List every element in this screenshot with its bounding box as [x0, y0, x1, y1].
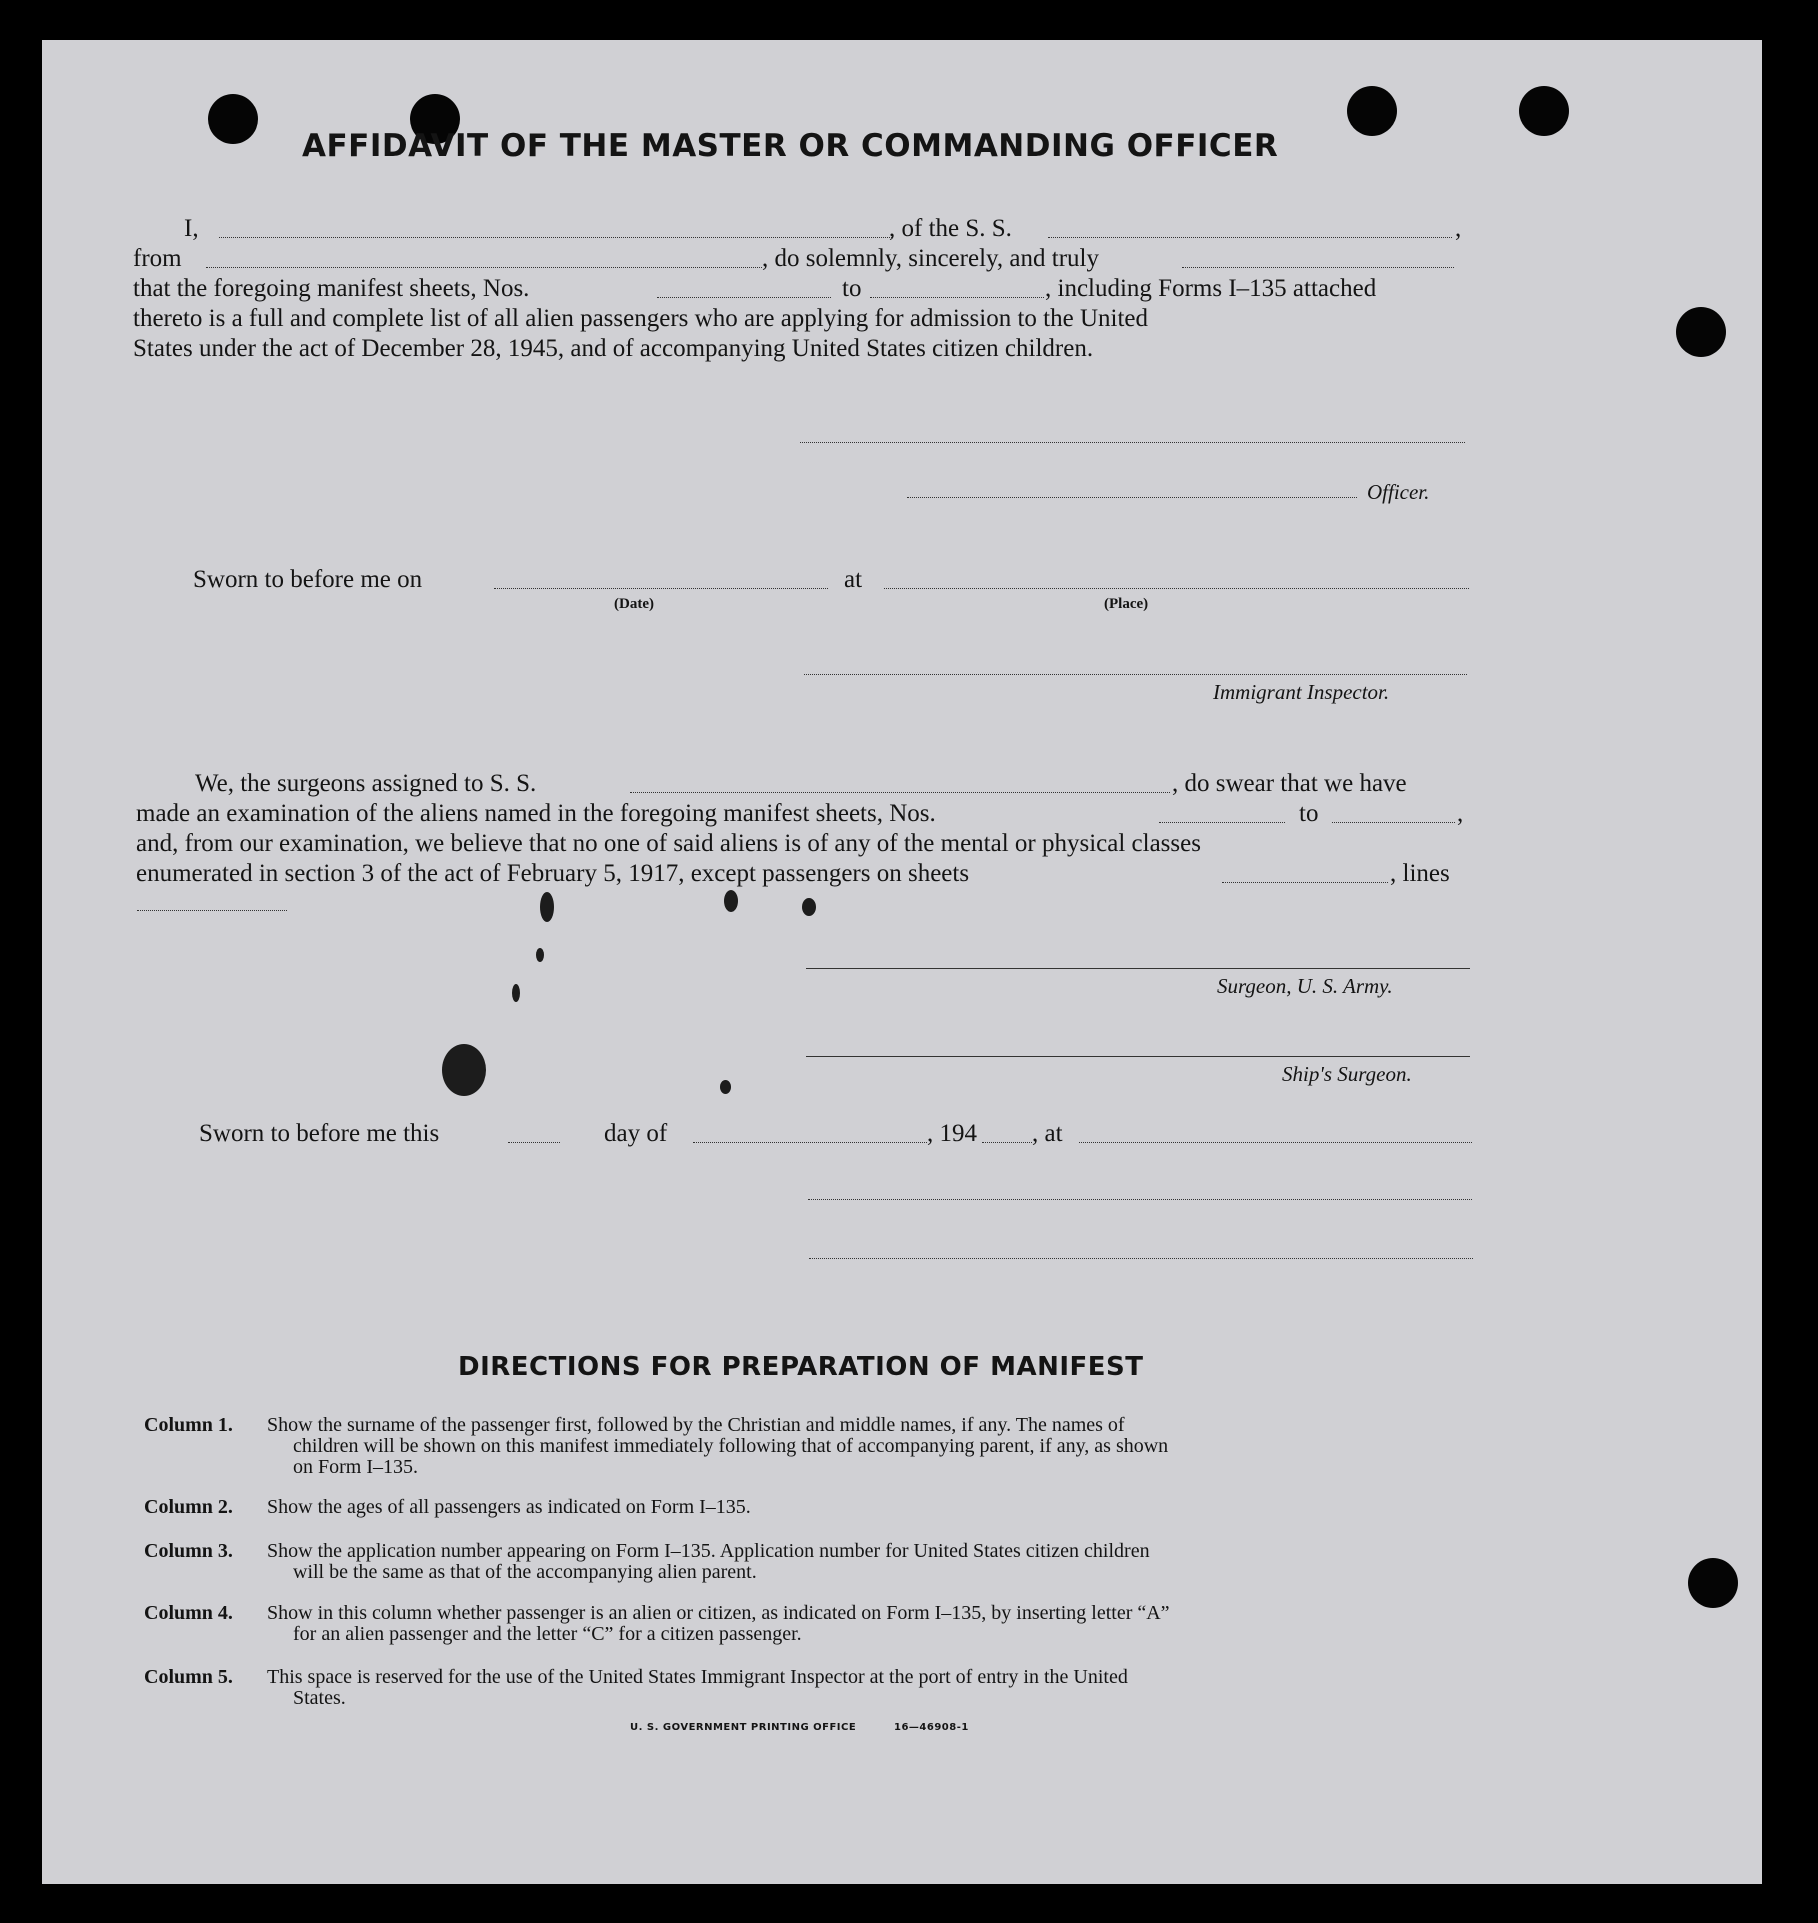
directions-title: DIRECTIONS FOR PREPARATION OF MANIFEST [458, 1352, 1144, 1382]
master-name-field[interactable] [219, 237, 892, 238]
affidavit-solemnly: , do solemnly, sincerely, and truly [762, 245, 1099, 272]
affidavit-i: I, [184, 215, 199, 242]
ink-stain [442, 1044, 486, 1096]
sheet-from-field[interactable] [657, 297, 831, 298]
punch-hole [1688, 1558, 1738, 1608]
printer-imprint: U. S. GOVERNMENT PRINTING OFFICE [630, 1722, 857, 1733]
ink-stain [536, 948, 544, 962]
sworn-master-text: Sworn to before me on [193, 566, 423, 593]
ink-stain [512, 984, 520, 1002]
surgeons-line-4b: , lines [1390, 860, 1450, 887]
column-1-text: Show the surname of the passenger first, followed by the Christian and middle names, if any. The names of children will be shown on this manifest immediately following that of accompanying parent, if any, as shown on Form I–135. [267, 1414, 1169, 1478]
column-1-name: Column 1. [144, 1414, 233, 1436]
punch-hole [1676, 307, 1726, 357]
army-surgeon-label: Surgeon, U. S. Army. [1217, 974, 1393, 998]
sheet-to-field[interactable] [870, 297, 1044, 298]
surgeons-sheet-from-field[interactable] [1159, 822, 1285, 823]
officer-title-line[interactable] [907, 497, 1357, 498]
date-label: (Date) [614, 596, 654, 612]
affidavit-that: that the foregoing manifest sheets, Nos. [133, 275, 530, 302]
punch-hole [1519, 86, 1569, 136]
surgeons-line-3: and, from our examination, we believe that no one of said aliens is of any of the mental or physical classes [136, 830, 1201, 857]
surgeons-line-1a: We, the surgeons assigned to S. S. [195, 770, 537, 797]
sworn-title-line[interactable] [809, 1258, 1473, 1259]
affidavit-including: , including Forms I–135 attached [1045, 275, 1377, 302]
column-3-name: Column 3. [144, 1540, 233, 1562]
punch-hole [1347, 86, 1397, 136]
surgeons-sheet-to-field[interactable] [1332, 822, 1455, 823]
ship-surgeon-label: Ship's Surgeon. [1282, 1062, 1412, 1086]
column-4-name: Column 4. [144, 1602, 233, 1624]
ink-stain [724, 890, 738, 912]
form-page [42, 40, 1762, 1884]
affidavit-to: to [842, 275, 862, 302]
from-port-field[interactable] [206, 267, 762, 268]
column-5-name: Column 5. [144, 1666, 233, 1688]
ink-stain [540, 892, 554, 922]
surgeons-line-2c: , [1457, 800, 1464, 827]
sworn-surgeons-text: Sworn to before me this [199, 1120, 440, 1147]
sworn-place-field[interactable] [884, 588, 1469, 589]
immigrant-inspector-label: Immigrant Inspector. [1213, 680, 1390, 704]
surgeons-line-1b: , do swear that we have [1172, 770, 1407, 797]
column-2-text: Show the ages of all passengers as indicated on Form I–135. [267, 1496, 751, 1518]
ink-stain [720, 1080, 731, 1094]
sworn-day-field[interactable] [508, 1142, 560, 1143]
sworn-year-field[interactable] [982, 1142, 1032, 1143]
surgeons-line-2b: to [1299, 800, 1319, 827]
surgeons-ship-field[interactable] [630, 792, 1170, 793]
sworn-date-field[interactable] [494, 588, 828, 589]
sworn-at: at [844, 566, 863, 593]
sworn-surgeons-at: , at [1032, 1120, 1063, 1147]
affidavit-line-4: thereto is a full and complete list of all alien passengers who are applying for admission to the United [133, 305, 1149, 332]
except-lines-field[interactable] [137, 910, 287, 911]
page-title: AFFIDAVIT OF THE MASTER OR COMMANDING OFFICER [302, 128, 1279, 164]
punch-hole [208, 94, 258, 144]
except-sheets-field[interactable] [1222, 882, 1388, 883]
surgeons-line-4a: enumerated in section 3 of the act of February 5, 1917, except passengers on sheets [136, 860, 970, 887]
inspector-signature-line[interactable] [804, 674, 1467, 675]
column-3-text: Show the application number appearing on Form I–135. Application number for United States citizen children will be the same as that of the accompanying alien parent. [267, 1540, 1150, 1583]
column-5-text: This space is reserved for the use of the United States Immigrant Inspector at the port of entry in the United States. [267, 1666, 1128, 1709]
affidavit-comma: , [1455, 215, 1462, 242]
column-2-name: Column 2. [144, 1496, 233, 1518]
column-4-text: Show in this column whether passenger is an alien or citizen, as indicated on Form I–135, by inserting letter “A” for an alien passenger and the letter “C” for a citizen passenger. [267, 1602, 1170, 1645]
affidavit-of-ss: , of the S. S. [889, 215, 1012, 242]
affidavit-from: from [133, 245, 182, 272]
ship-name-field[interactable] [1048, 237, 1452, 238]
ship-surgeon-signature-line[interactable] [806, 1056, 1470, 1057]
ink-stain [802, 898, 816, 916]
form-code: 16—46908-1 [894, 1722, 969, 1733]
affidavit-line-5: States under the act of December 28, 1945, and of accompanying United States citizen children. [133, 335, 1094, 362]
surgeons-line-2a: made an examination of the aliens named in the foregoing manifest sheets, Nos. [136, 800, 936, 827]
oath-word-field[interactable] [1182, 267, 1454, 268]
army-surgeon-signature-line[interactable] [806, 968, 1470, 969]
officer-label: Officer. [1367, 480, 1430, 504]
sworn-day-of: day of [604, 1120, 668, 1147]
sworn-month-field[interactable] [693, 1142, 927, 1143]
sworn-year: , 194 [927, 1120, 977, 1147]
place-label: (Place) [1104, 596, 1149, 612]
officer-signature-line[interactable] [800, 442, 1465, 443]
sworn-surgeons-place-field[interactable] [1079, 1142, 1472, 1143]
sworn-signature-line[interactable] [808, 1199, 1472, 1200]
